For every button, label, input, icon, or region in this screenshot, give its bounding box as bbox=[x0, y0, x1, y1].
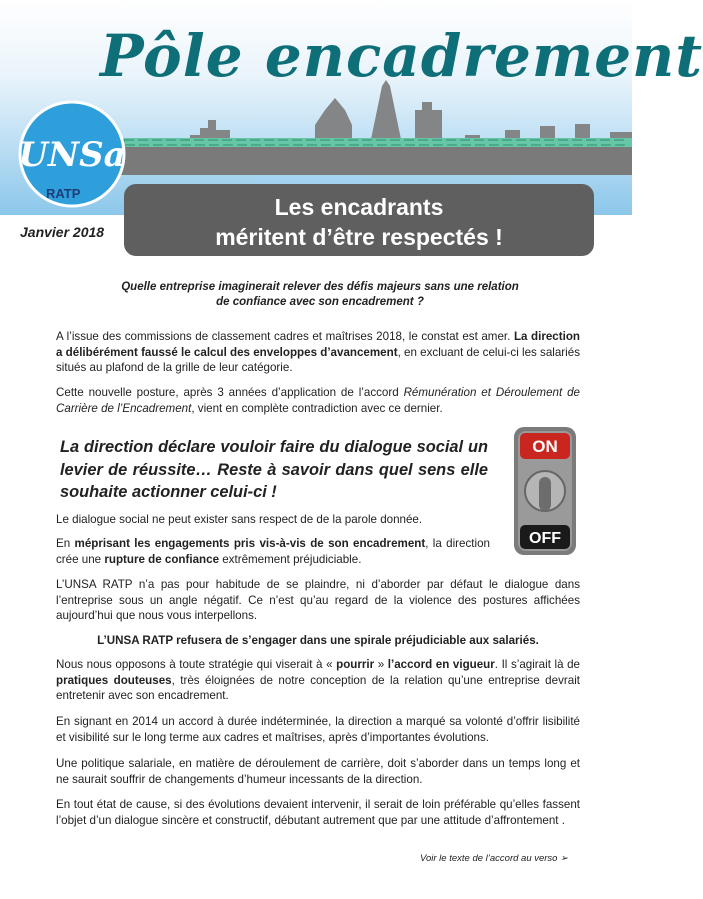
paragraph-7 bbox=[56, 657, 580, 704]
unsa-logo-letters: UNSa bbox=[18, 135, 126, 175]
intro-line-1: Quelle entreprise imaginerait relever des défis majeurs sans une relation bbox=[121, 281, 519, 293]
paragraph-5: L’UNSA RATP n’a pas pour habitude de se plaindre, ni d’aborder par défaut le dialogue dans l’entreprise sous un angle négatif. Ce n’est qu’au regard de la violence des postures affichées aujourd’hui que nous vous interpellons. bbox=[56, 578, 580, 622]
p7-text-c: » bbox=[374, 658, 388, 671]
p4-text-bold-2: rupture de confiance bbox=[104, 552, 220, 566]
paragraph-9: Une politique salariale, en matière de déroulement de carrière, doit s’aborder dans un temps long et ne saurait souffrir de changements d’humeur incessants de la direction. bbox=[56, 757, 580, 786]
highlight-quote: La direction déclare vouloir faire du dialogue social un levier de réussite… Reste à savoir dans quel sens elle souhaite actionner celui-ci ! bbox=[60, 438, 488, 501]
intro-question bbox=[70, 280, 570, 310]
p7-text-bold-1: pourrir bbox=[336, 658, 375, 671]
p7-text-a: Nous nous opposons à toute stratégie qui viserait à « bbox=[56, 658, 337, 671]
intro-line-2: de confiance avec son encadrement ? bbox=[216, 296, 424, 308]
p2-text-italic: Rémunération et Déroulement de Carrière de l’Encadrement bbox=[56, 386, 580, 415]
headline-banner bbox=[124, 184, 594, 256]
p2-text-c: , vient en complète contradiction avec ce dernier. bbox=[191, 401, 443, 415]
issue-date: Janvier 2018 bbox=[20, 224, 105, 240]
p4-text-e: extrêmement préjudiciable. bbox=[219, 552, 362, 566]
p4-text-bold-1: méprisant les engagements pris vis-à-vis de son encadrement bbox=[74, 537, 426, 550]
switch-off-label: OFF bbox=[529, 530, 561, 547]
switch-on-label: ON bbox=[532, 437, 558, 456]
headline-line-2: méritent d’être respectés ! bbox=[215, 224, 503, 250]
headline-line-1: Les encadrants bbox=[274, 194, 444, 220]
paragraph-2 bbox=[56, 385, 580, 416]
paragraph-6: L’UNSA RATP refusera de s’engager dans une spirale préjudiciable aux salariés. bbox=[97, 634, 539, 647]
p1-text-c: , en excluant de celui-ci les salariés situés au plafond de la grille de leur catégorie. bbox=[56, 345, 580, 374]
paragraph-1 bbox=[56, 329, 580, 376]
paragraph-3: Le dialogue social ne peut exister sans respect de de la parole donnée. bbox=[56, 513, 423, 526]
p7-text-e: . Il s’agirait là de bbox=[494, 658, 580, 671]
page-title: Pôle encadrement bbox=[100, 22, 703, 90]
see-reverse-note: Voir le texte de l’accord au verso ➢ bbox=[420, 853, 569, 864]
ratp-logo-text: RATP bbox=[46, 186, 81, 201]
p7-text-bold-2: l’accord en vigueur bbox=[387, 658, 495, 671]
p1-text-bold: La direction a délibérément faussé le calcul des enveloppes d’avancement bbox=[56, 330, 580, 359]
paragraph-10: En tout état de cause, si des évolutions devaient intervenir, il serait de loin préférable qu’elles fassent l’objet d’un dialogue sincère et constructif, débutant autrement que par une attitude d’affrontement . bbox=[56, 798, 580, 827]
p2-text-a: Cette nouvelle posture, après 3 années d’application de l’accord bbox=[56, 386, 404, 399]
p4-text-a: En bbox=[56, 537, 75, 550]
p4-text-c: , la direction crée une bbox=[56, 537, 490, 566]
paris-skyline-illustration bbox=[120, 80, 632, 175]
p7-text-g: , très éloignées de notre conception de la relation qu’une entreprise devrait entretenir avec son encadrement. bbox=[56, 673, 580, 702]
paragraph-4 bbox=[56, 536, 490, 567]
p7-text-bold-3: pratiques douteuses bbox=[56, 673, 172, 687]
on-off-switch-icon bbox=[512, 425, 578, 557]
p1-text-a: A l’issue des commissions de classement cadres et maîtrises 2018, le constat est amer. bbox=[56, 330, 514, 343]
paragraph-8: En signant en 2014 un accord à durée indéterminée, la direction a marqué sa volonté d’offrir lisibilité et visibilité sur le long terme aux cadres et maîtrises, après d’importantes évolutions. bbox=[56, 715, 580, 744]
